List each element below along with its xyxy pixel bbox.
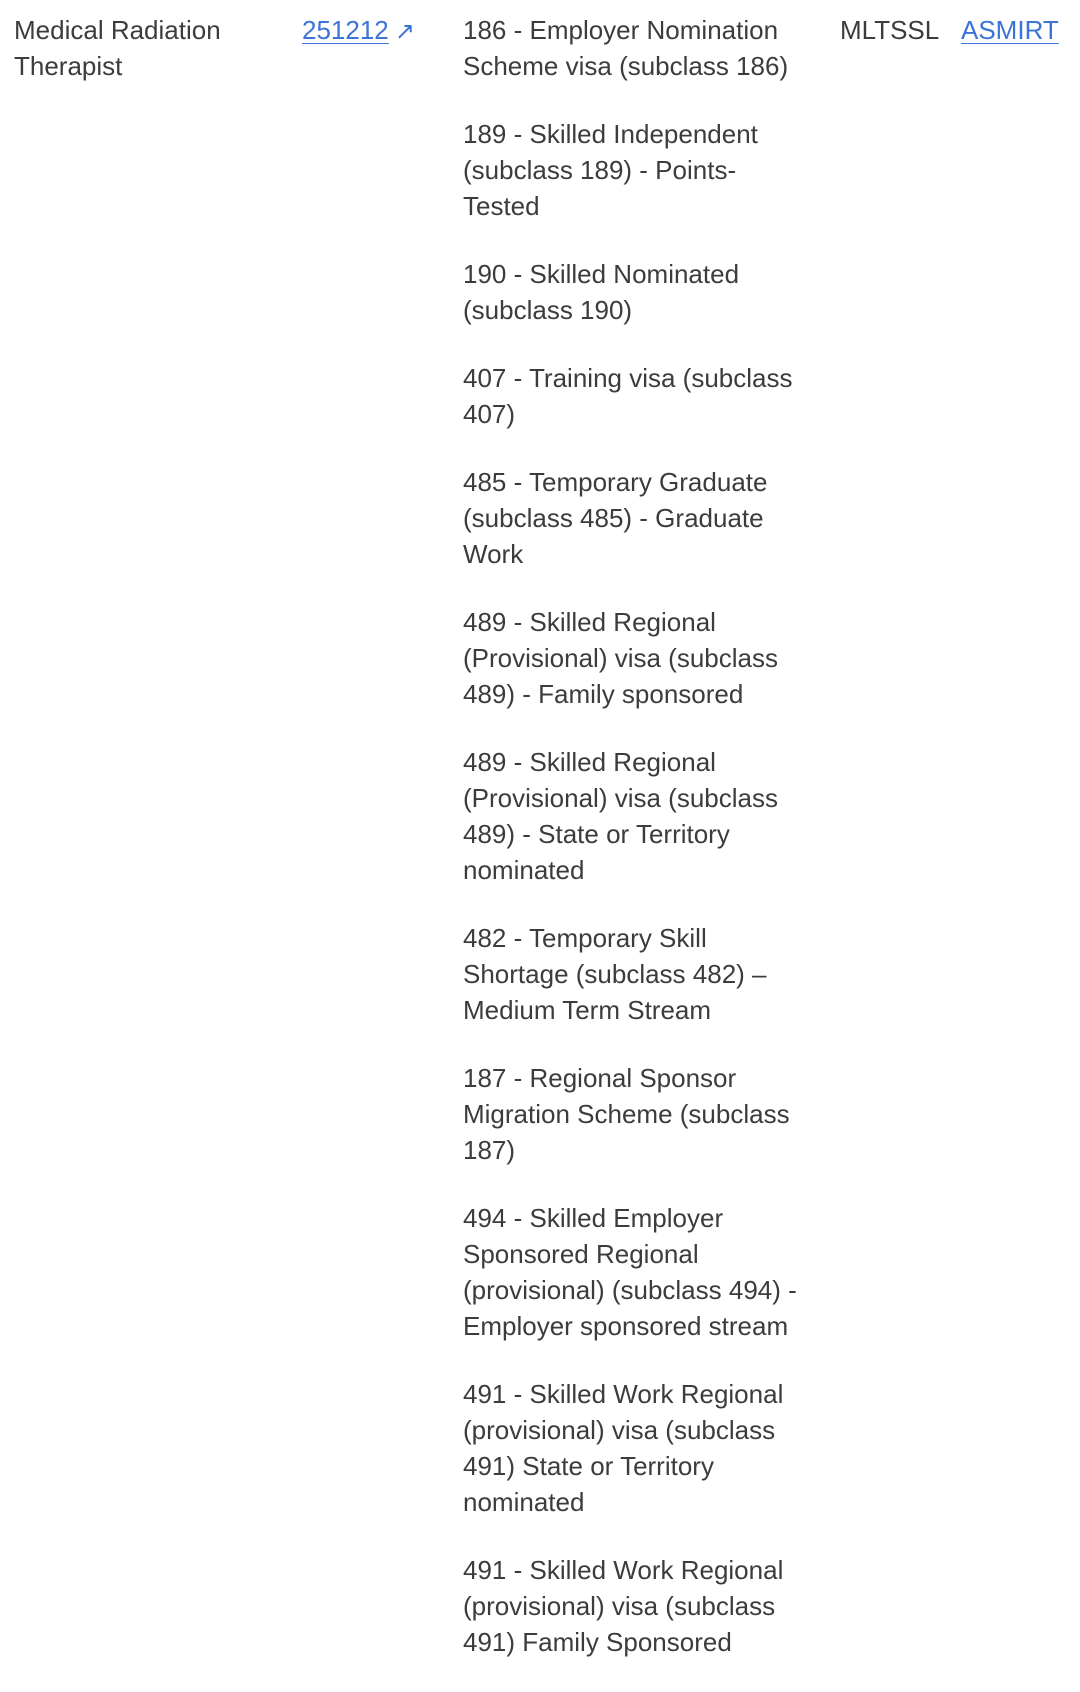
assessing-authority-link[interactable]: ASMIRT: [961, 15, 1059, 45]
visa-item: 482 - Temporary Skill Shortage (subclass 482) – Medium Term Stream: [463, 923, 767, 1025]
anzsco-code-text: 251212: [302, 15, 389, 45]
visa-item: 489 - Skilled Regional (Provisional) visa (subclass 489) - Family sponsored: [463, 607, 778, 709]
visa-item: 407 - Training visa (subclass 407): [463, 363, 793, 429]
visa-item: 190 - Skilled Nominated (subclass 190): [463, 259, 740, 325]
skill-list-label: MLTSSL: [840, 15, 940, 45]
visa-item: 189 - Skilled Independent (subclass 189) - Points-Tested: [463, 119, 758, 221]
visa-list: [463, 12, 808, 1692]
visa-item: 491 - Skilled Work Regional (provisional) visa (subclass 491) Family Sponsored: [463, 1555, 784, 1657]
visa-item: 494 - Skilled Employer Sponsored Regional (provisional) (subclass 494) - Employer sponsored stream: [463, 1203, 797, 1341]
occupation-name: Medical Radiation Therapist: [14, 15, 221, 81]
assessing-authority-cell: [961, 12, 1059, 48]
anzsco-code-cell: [302, 12, 415, 50]
visa-item: 187 - Regional Sponsor Migration Scheme (subclass 187): [463, 1063, 790, 1165]
visa-item: 491 - Skilled Work Regional (provisional) visa (subclass 491) State or Territory nominated: [463, 1379, 784, 1517]
visa-item: 186 - Employer Nomination Scheme visa (subclass 186): [463, 15, 789, 81]
visa-item: 485 - Temporary Graduate (subclass 485) - Graduate Work: [463, 467, 768, 569]
visa-item: 489 - Skilled Regional (Provisional) visa (subclass 489) - State or Territory nominated: [463, 747, 778, 885]
external-link-icon: ↗: [394, 18, 415, 45]
anzsco-code-link[interactable]: [302, 15, 415, 45]
